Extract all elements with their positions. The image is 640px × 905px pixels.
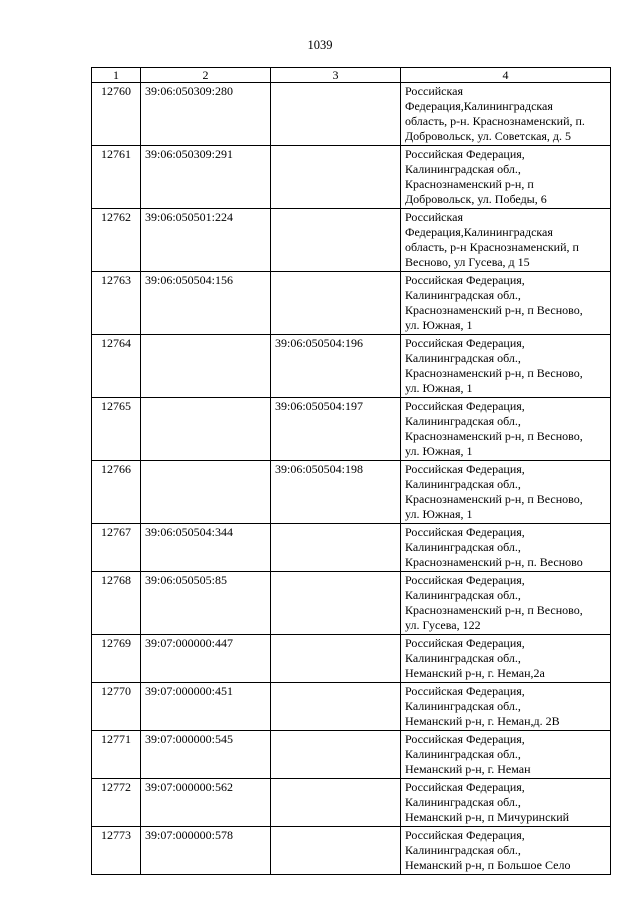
address-cell: Российская Федерация,Калининградская область, р-н Краснознаменский, п Весново, ул Гусева, д 15 xyxy=(401,209,611,272)
address-cell: Российская Федерация, Калининградская обл., Неманский р-н, г. Неман xyxy=(401,731,611,779)
table-row xyxy=(92,683,611,731)
table-row xyxy=(92,572,611,635)
address-cell: Российская Федерация, Калининградская обл., Краснознаменский р-н, п Весново, ул. Южная, 1 xyxy=(401,398,611,461)
cadastral-number-cell xyxy=(141,461,271,524)
record-number-cell: 12773 xyxy=(92,827,141,875)
cadastral-number-cell: 39:06:050309:280 xyxy=(141,83,271,146)
table-row xyxy=(92,731,611,779)
address-cell: Российская Федерация, Калининградская обл., Краснознаменский р-н, п Весново, ул. Южная, 1 xyxy=(401,272,611,335)
cadastral-number-alt-cell: 39:06:050504:196 xyxy=(271,335,401,398)
column-header-1: 1 xyxy=(92,68,141,83)
address-cell: Российская Федерация, Калининградская обл., Краснознаменский р-н, п. Весново xyxy=(401,524,611,572)
table-row xyxy=(92,461,611,524)
column-header-3: 3 xyxy=(271,68,401,83)
cadastral-number-cell: 39:06:050504:344 xyxy=(141,524,271,572)
cadastral-number-cell: 39:07:000000:451 xyxy=(141,683,271,731)
table-row xyxy=(92,146,611,209)
table-row xyxy=(92,779,611,827)
table-row xyxy=(92,524,611,572)
table-row xyxy=(92,209,611,272)
cadastral-number-cell xyxy=(141,335,271,398)
table-row xyxy=(92,335,611,398)
record-number-cell: 12764 xyxy=(92,335,141,398)
cadastral-number-cell: 39:06:050309:291 xyxy=(141,146,271,209)
cadastral-number-cell: 39:07:000000:545 xyxy=(141,731,271,779)
address-cell: Российская Федерация, Калининградская обл., Краснознаменский р-н, п Весново, ул. Гусева, 122 xyxy=(401,572,611,635)
record-number-cell: 12765 xyxy=(92,398,141,461)
cadastral-number-alt-cell xyxy=(271,779,401,827)
cadastral-number-alt-cell xyxy=(271,83,401,146)
record-number-cell: 12766 xyxy=(92,461,141,524)
cadastral-number-alt-cell xyxy=(271,209,401,272)
address-cell: Российская Федерация, Калининградская обл., Краснознаменский р-н, п Весново, ул. Южная, 1 xyxy=(401,335,611,398)
table-row xyxy=(92,827,611,875)
table-row xyxy=(92,272,611,335)
address-cell: Российская Федерация, Калининградская обл., Неманский р-н, п Большое Село xyxy=(401,827,611,875)
table-header xyxy=(92,68,611,83)
cadastral-number-alt-cell: 39:06:050504:197 xyxy=(271,398,401,461)
table-body xyxy=(92,83,611,875)
cadastral-number-cell: 39:07:000000:447 xyxy=(141,635,271,683)
cadastral-number-alt-cell xyxy=(271,146,401,209)
cadastral-number-alt-cell xyxy=(271,524,401,572)
cadastral-number-cell: 39:06:050505:85 xyxy=(141,572,271,635)
address-cell: Российская Федерация, Калининградская обл., Краснознаменский р-н, п Добровольск, ул. Победы, 6 xyxy=(401,146,611,209)
record-number-cell: 12767 xyxy=(92,524,141,572)
column-header-4: 4 xyxy=(401,68,611,83)
header-row xyxy=(92,68,611,83)
cadastral-number-alt-cell xyxy=(271,572,401,635)
record-number-cell: 12772 xyxy=(92,779,141,827)
registry-table xyxy=(91,67,611,875)
cadastral-number-cell: 39:06:050504:156 xyxy=(141,272,271,335)
table-row xyxy=(92,635,611,683)
table-row xyxy=(92,83,611,146)
record-number-cell: 12763 xyxy=(92,272,141,335)
address-cell: Российская Федерация, Калининградская обл., Неманский р-н, г. Неман,д. 2В xyxy=(401,683,611,731)
record-number-cell: 12770 xyxy=(92,683,141,731)
cadastral-number-alt-cell xyxy=(271,635,401,683)
cadastral-number-cell: 39:07:000000:578 xyxy=(141,827,271,875)
cadastral-number-alt-cell xyxy=(271,683,401,731)
address-cell: Российская Федерация, Калининградская обл., Неманский р-н, г. Неман,2а xyxy=(401,635,611,683)
record-number-cell: 12771 xyxy=(92,731,141,779)
cadastral-number-alt-cell xyxy=(271,827,401,875)
cadastral-number-cell: 39:07:000000:562 xyxy=(141,779,271,827)
cadastral-number-cell xyxy=(141,398,271,461)
cadastral-number-alt-cell xyxy=(271,272,401,335)
address-cell: Российская Федерация, Калининградская обл., Неманский р-н, п Мичуринский xyxy=(401,779,611,827)
record-number-cell: 12761 xyxy=(92,146,141,209)
cadastral-number-cell: 39:06:050501:224 xyxy=(141,209,271,272)
cadastral-number-alt-cell xyxy=(271,731,401,779)
address-cell: Российская Федерация,Калининградская область, р-н. Краснознаменский, п. Добровольск, ул. Советская, д. 5 xyxy=(401,83,611,146)
record-number-cell: 12762 xyxy=(92,209,141,272)
record-number-cell: 12769 xyxy=(92,635,141,683)
record-number-cell: 12760 xyxy=(92,83,141,146)
table-row xyxy=(92,398,611,461)
address-cell: Российская Федерация, Калининградская обл., Краснознаменский р-н, п Весново, ул. Южная, 1 xyxy=(401,461,611,524)
column-header-2: 2 xyxy=(141,68,271,83)
cadastral-number-alt-cell: 39:06:050504:198 xyxy=(271,461,401,524)
page-number: 1039 xyxy=(307,38,333,52)
record-number-cell: 12768 xyxy=(92,572,141,635)
